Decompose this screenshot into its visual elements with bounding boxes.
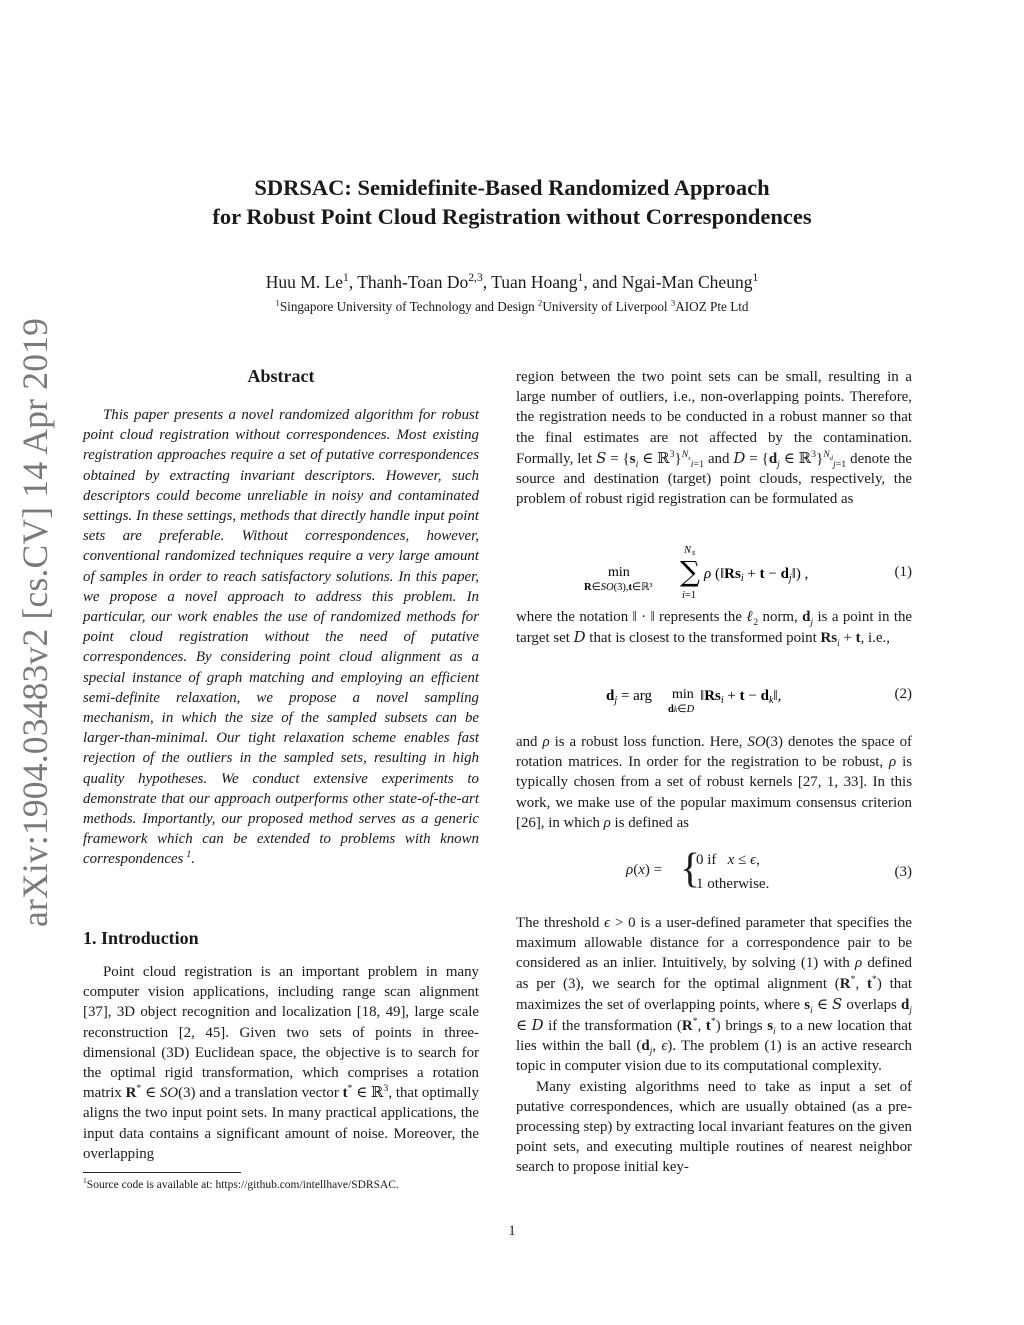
svg-text:N: N xyxy=(684,545,692,556)
equation-2 xyxy=(516,680,912,720)
author-affil-mark: 2,3 xyxy=(468,272,483,285)
body-text: , i.e., xyxy=(860,630,890,647)
body-text: to a new location that lies within the ball xyxy=(516,1018,912,1055)
arxiv-stamp: arXiv:1904.03483v2 [cs.CV] 14 Apr 2019 xyxy=(15,317,55,927)
right-column-paragraph-4: The threshold ϵ > 0 is a user-defined parameter that specifies the maximum allowable distance for a correspondence pair to be considered as an inlier. Intuitively, by solving (1) with ρ defined as per (3), we search for the optimal alignment (R*, t*) that maximizes the set of overlapping points, where $s_i$ ∈ S overlaps $d_j$ ∈ D if the transformation (R*, t*) brings $s_i$ to a new location that lies within the ball ($d_j$, ϵ). The problem (1) is an active research topic in computer vision due to its computational complexity. Many existing algorithms need to take as input a set of putative correspondences, which are usually obtained (as a pre-processing step) by extracting local invariant features on the given point sets, and executing multiple routines of nearest neighbor search to propose initial key- xyxy=(516,913,912,1178)
body-text: defined as per (3), we search for the optimal alignment xyxy=(516,955,913,992)
svg-text:s: s xyxy=(692,548,696,557)
footnote-text: Source code is available at: https://github.com/intellhave/SDRSAC. xyxy=(86,1179,399,1191)
body-text: and xyxy=(516,734,543,750)
intro-text: Point cloud registration is an important problem in many computer vision applications, including range scan alignment [37], 3D object recognition and localization [18, 49], large scale reconstruction [2, 45]. Given two sets of points in three-dimensional (3D) Euclidean space, the objective is to search for the optimal rigid transformation, which comprises a rotation matrix xyxy=(83,964,479,1102)
right-column-paragraph-1: region between the two point sets can be small, resulting in a large number of outliers, i.e., non-overlapping points. Therefore, the registration needs to be conducted in a robust manner so that the final estimates are not affected by the contamination. Formally, let $S = \{s_i$ ∈ ℝ$^3$}$^{N_s}_{i=1}$ and $D = \{d_j$ ∈ ℝ$^3$}$^{N_d}_{j=1}$ denote the source and destination (target) point clouds, respectively, the problem of robust rigid registration can be formulated as xyxy=(516,369,913,508)
intro-text: and a translation vector xyxy=(195,1085,343,1102)
body-text: denote the source and destination (target) point clouds, respectively, the problem of robust rigid registration can be formulated as xyxy=(516,450,913,508)
footnote-divider xyxy=(83,1172,241,1173)
footnote-mark: 1 xyxy=(186,849,192,861)
equation-3: ρ(x) = { 0 if x ≤ ϵ, 1 otherwise. (3) xyxy=(626,846,912,892)
svg-text:dk∈D: dk∈D xyxy=(668,704,695,715)
page-number: 1 xyxy=(508,1223,516,1239)
abstract-end: . xyxy=(191,851,195,868)
author-name: , Thanh-Toan Do xyxy=(348,272,469,292)
right-column-paragraph-2: where the notation ‖ · ‖ represents the ℓ$_2$ norm, $d_j$ is a point in the target set D that is closest to the transformed point $Rs_i + t$, i.e., xyxy=(516,609,913,650)
author-name: Huu M. Le xyxy=(265,272,344,292)
right-column-paragraph-3: and ρ is a robust loss function. Here, SO(3) denotes the space of rotation matrices. In order for the registration to be robust, ρ is typically chosen from a set of robust kernels [27, 1, 33]. In this work, we make use of the popular maximum consensus criterion [26], in which ρ is defined as xyxy=(516,734,913,831)
svg-text:dj = arg: $d_j$ = arg xyxy=(606,688,652,706)
case-if: 0 if xyxy=(696,852,717,868)
equation-number: (1) xyxy=(894,564,912,580)
body-text: overlaps xyxy=(842,996,901,1013)
affil-name: Singapore University of Technology and Design xyxy=(279,299,538,314)
affil-mark: 1 xyxy=(275,297,280,308)
svg-text:ρ (‖Rsi + t − dj‖) ,: ρ ($‖Rs_i + t$ − $d_j‖$) , xyxy=(704,566,809,584)
title-line-2: for Robust Point Cloud Registration without Correspondences xyxy=(212,204,812,229)
equation-2-formula xyxy=(516,680,912,720)
brace-glyph: { xyxy=(680,846,701,892)
body-text: where the notation xyxy=(516,609,633,625)
body-text: is a user-defined parameter that specifies the maximum allowable distance for a correspondence pair to be considered as an inlier. Intuitively, by solving (1) with xyxy=(516,915,913,972)
body-text: . The problem (1) is an active research topic in computer vision due to its computational complexity. xyxy=(516,1038,912,1075)
equation-number: (3) xyxy=(894,864,912,880)
body-text: represents the xyxy=(654,609,747,625)
body-text: norm, xyxy=(758,609,803,625)
body-text: is a point in the target set xyxy=(516,609,913,647)
affil-name: AIOZ Pte Ltd xyxy=(675,299,749,314)
author-affil-mark: 1 xyxy=(752,272,759,285)
body-text: that maximizes the set of overlapping points, where xyxy=(516,975,912,1013)
title-line-1: SDRSAC: Semidefinite-Based Randomized Approach xyxy=(254,175,770,200)
section-heading-introduction: 1. Introduction xyxy=(83,928,199,948)
body-text: The threshold xyxy=(516,915,605,931)
case-1: 0 if x ≤ ϵ, xyxy=(696,852,760,868)
affiliations xyxy=(0,298,1024,316)
svg-text:min: min xyxy=(608,565,630,580)
abstract-text: This paper presents a novel randomized algorithm for robust point cloud registration without correspondences. Most existing registration approaches require a set of putative correspondences obtained by extracting invariant descriptors. However, such descriptors could become unreliable in noisy and contaminated settings. In these settings, methods that directly handle input point sets are preferable. Without correspondences, however, conventional randomized techniques require a very large amount of samples in order to reach satisfactory solutions. In this paper, we propose a novel approach to address this problem. In particular, our work enables the use of randomized methods for point cloud registration without the need of putative correspondences. By considering point cloud alignment as a special instance of graph matching and employing an efficient semi-definite relaxation, we propose a novel sampling mechanism, in which the size of the sampled subsets can be larger-than-minimal. Our tight relaxation scheme enables fast rejection of the outliers in the sampled sets, resulting in high quality hypotheses. We conduct extensive experiments to demonstrate that our approach outperforms other state-of-the-art methods. Importantly, our proposed method serves as a generic framework which can be extended to problems with known correspondences xyxy=(83,407,479,868)
author-name: , and Ngai-Man Cheung xyxy=(583,272,753,292)
footnote-mark: 1 xyxy=(83,1176,87,1186)
body-text: if the transformation xyxy=(543,1018,677,1035)
right-column-paragraph-5: Many existing algorithms need to take as input a set of putative correspondences, which are usually obtained (as a pre-processing step) by extracting local invariant features on the given point sets, and executing multiple routines of nearest neighbor search to propose initial key- xyxy=(516,1078,912,1176)
equation-number: (2) xyxy=(894,686,912,702)
paper-title xyxy=(0,173,1024,231)
svg-text:∑: ∑ xyxy=(680,555,700,588)
author-name: , Tuan Hoang xyxy=(482,272,578,292)
abstract-body xyxy=(83,405,479,870)
equation-1 xyxy=(516,540,912,600)
case-2: 1 otherwise. xyxy=(696,876,770,892)
svg-text:‖Rsi + t − dk‖,: $‖Rs_i + t$ − $d_k‖$, xyxy=(700,688,782,706)
body-text: is a robust loss function. Here, xyxy=(549,734,748,750)
author-affil-mark: 1 xyxy=(343,272,349,285)
body-text: is defined as xyxy=(610,814,689,831)
body-text: region between the two point sets can be small, resulting in a large number of outliers, i.e., non-overlapping points. Therefore, the registration needs to be conducted in a robust manner so that the final estimates are not affected by the contamination. Formally, let xyxy=(516,369,912,467)
svg-text:min: min xyxy=(672,687,694,702)
svg-text:R∈SO(3),t∈ℝ³: R∈SO(3),t∈ℝ³ xyxy=(584,582,653,593)
intro-text: , that optimally aligns the two input point sets. In many practical applications, the input data contains a significant amount of noise. Moreover, the overlapping xyxy=(83,1085,480,1162)
body-text: and xyxy=(704,450,734,467)
equation-1-formula xyxy=(516,540,912,602)
introduction-body: Point cloud registration is an important problem in many computer vision applications, including range scan alignment [37], 3D object recognition and localization [18, 49], large scale reconstruction [2, 45]. Given two sets of points in three-dimensional (3D) Euclidean space, the objective is to search for the optimal rigid transformation, which comprises a rotation matrix R* ∈ SO(3) and a translation vector t* ∈ ℝ$^3$, that optimally aligns the two input point sets. In many practical applications, the input data contains a significant amount of noise. Moreover, the overlapping xyxy=(83,964,480,1162)
body-text: denotes the space of rotation matrices. In order for the registration to be robust, xyxy=(516,734,913,771)
svg-text:i=1: i=1 xyxy=(682,590,697,601)
body-text: brings xyxy=(720,1018,768,1035)
affil-mark: 3 xyxy=(670,297,676,308)
body-text: is typically chosen from a set of robust kernels [27, 1, 33]. In this work, we make use of the popular maximum consensus criterion [26], in which xyxy=(516,754,912,831)
body-text: that is closest to the transformed point xyxy=(585,630,821,647)
abstract-heading: Abstract xyxy=(247,366,315,386)
footnote xyxy=(83,1177,503,1193)
author-list xyxy=(0,270,1024,294)
author-affil-mark: 1 xyxy=(577,272,584,285)
affil-name: University of Liverpool xyxy=(542,299,671,314)
affil-mark: 2 xyxy=(537,297,543,308)
